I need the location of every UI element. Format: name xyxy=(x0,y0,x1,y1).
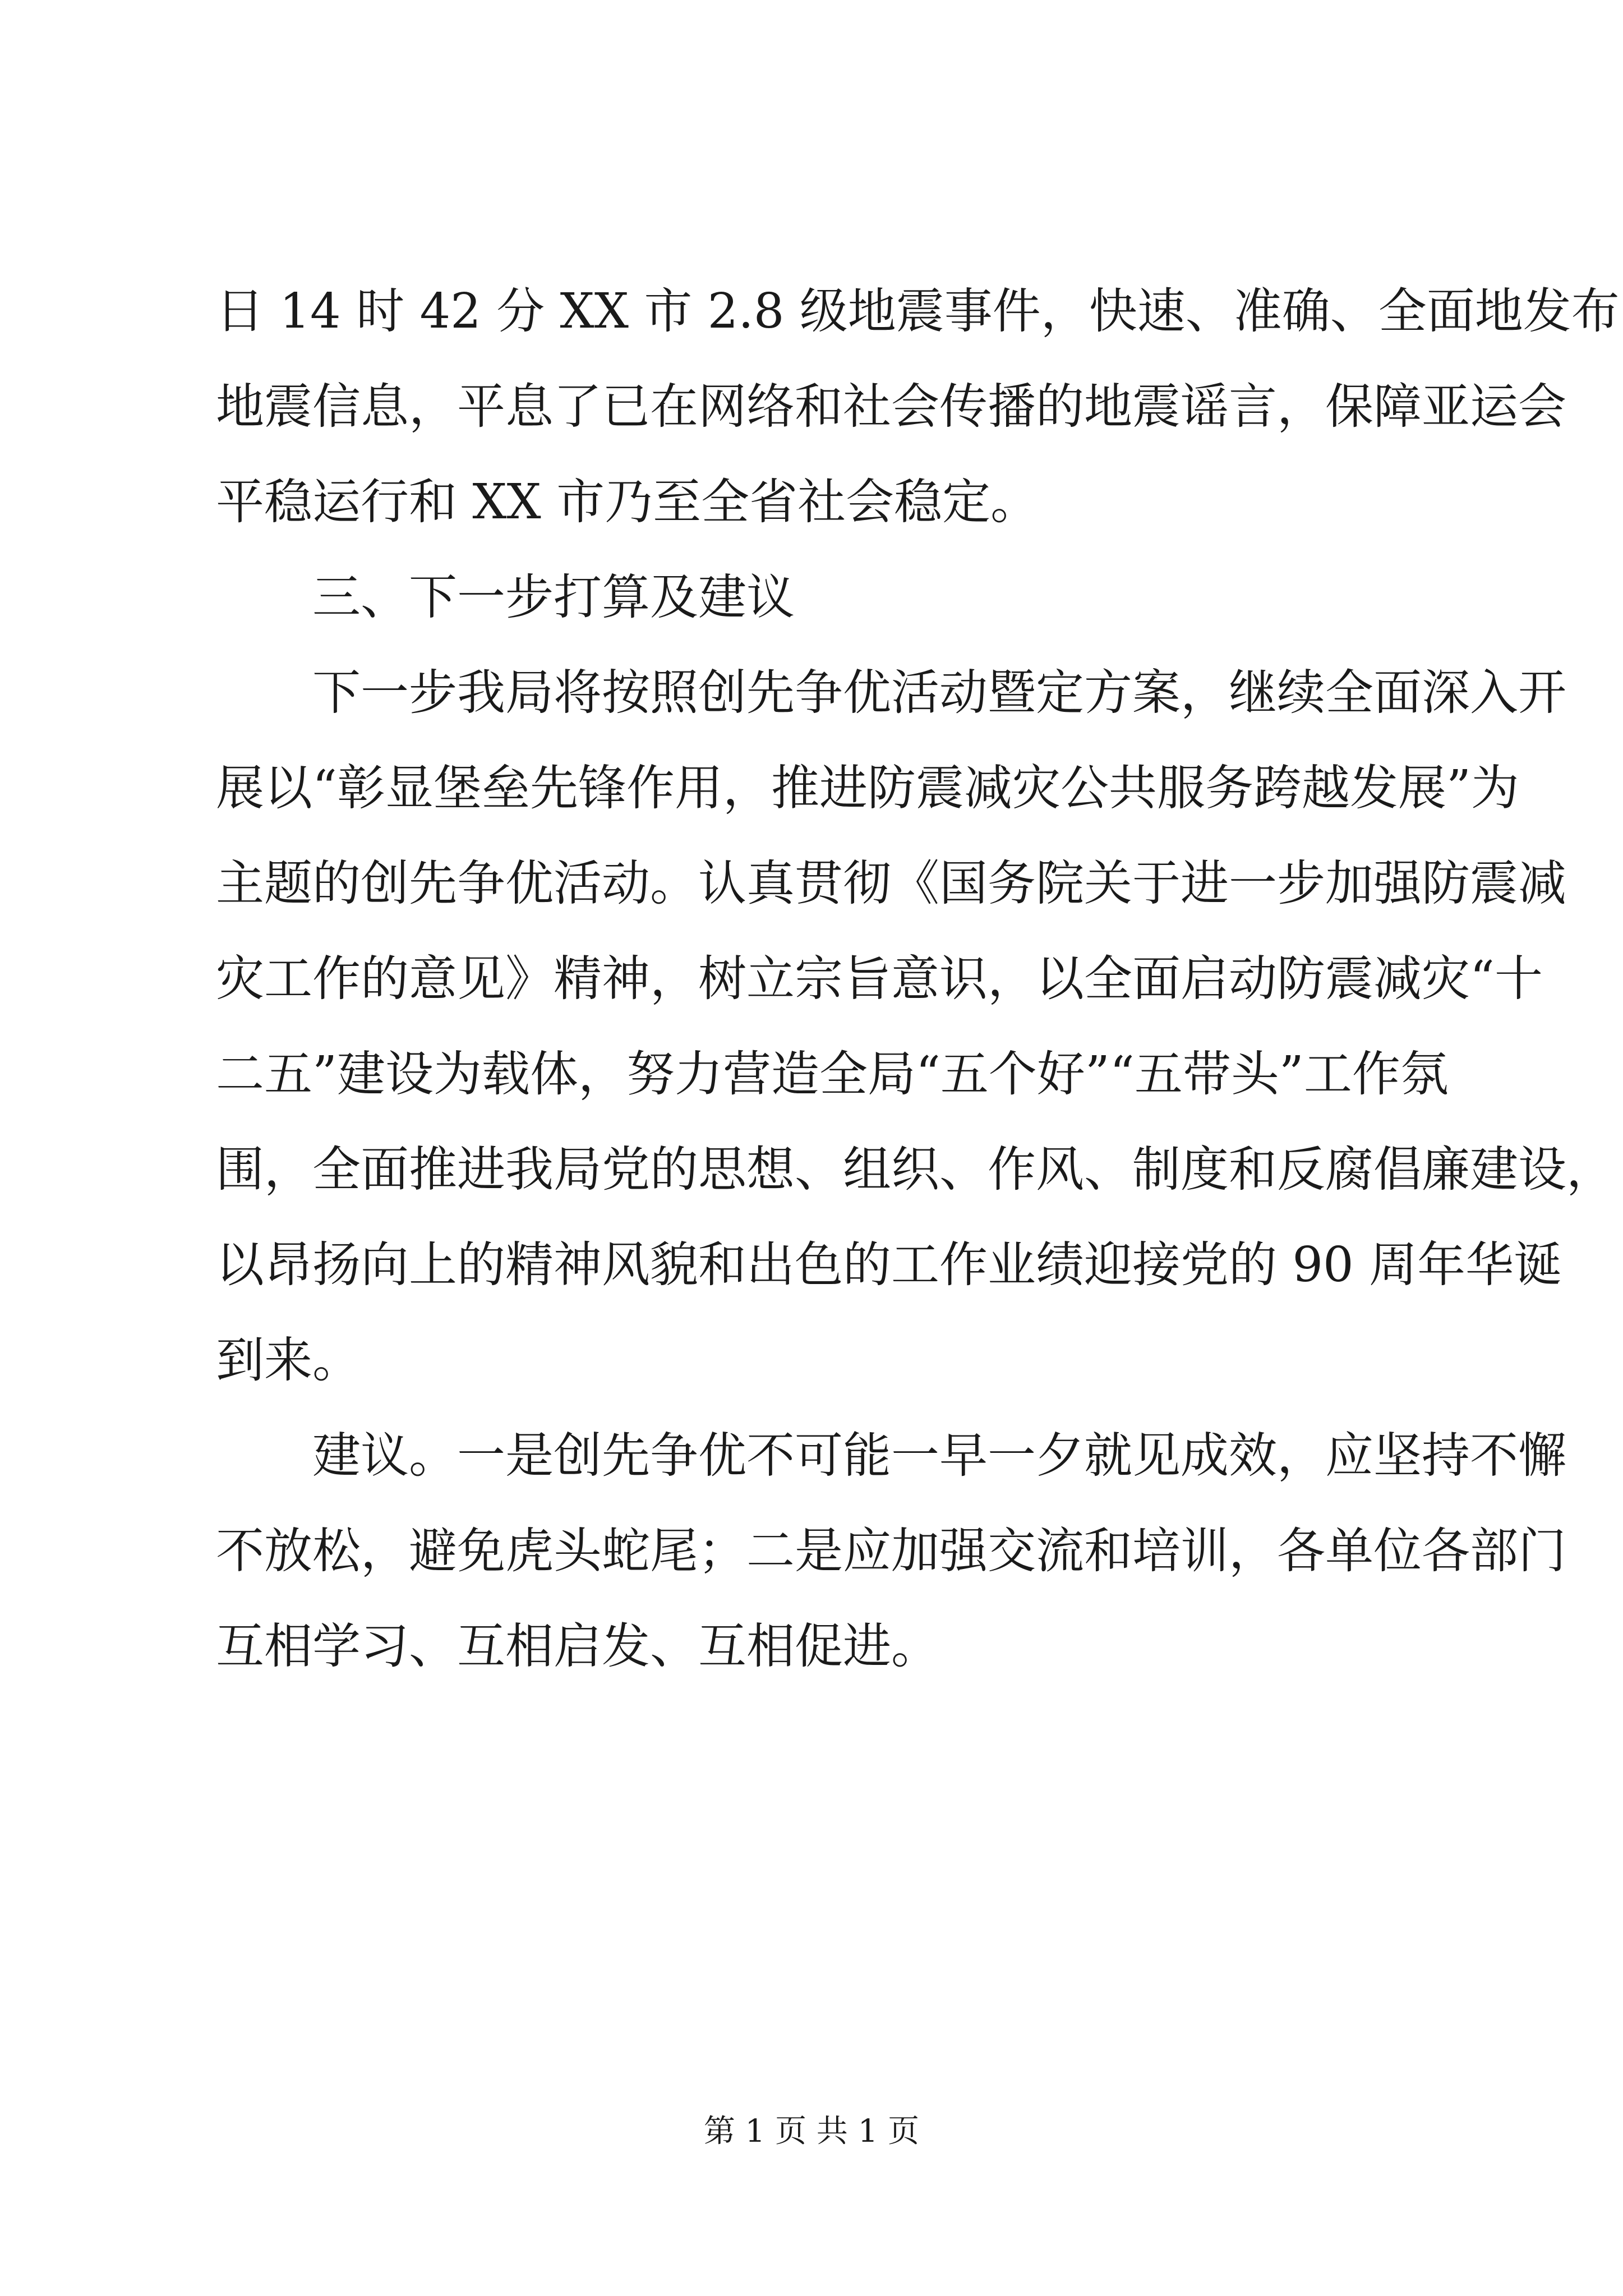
text-line: 三、下一步打算及建议 xyxy=(312,569,795,625)
text-line: 以昂扬向上的精神风貌和出色的工作业绩迎接党的 90 周年华诞 xyxy=(216,1237,1562,1293)
text-line: 下一步我局将按照创先争优活动暨定方案，继续全面深入开 xyxy=(312,665,1566,721)
text-line: 展以“彰显堡垒先锋作用，推进防震减灾公共服务跨越发展”为 xyxy=(216,760,1519,816)
text-line: 不放松，避免虎头蛇尾；二是应加强交流和培训，各单位各部门 xyxy=(216,1523,1566,1579)
text-line: 日 14 时 42 分 XX 市 2.8 级地震事件，快速、准确、全面地发布 xyxy=(216,283,1620,339)
text-line: 主题的创先争优活动。认真贯彻《国务院关于进一步加强防震减 xyxy=(216,855,1566,912)
text-line: 二五”建设为载体，努力营造全局“五个好”“五带头”工作氛 xyxy=(216,1046,1449,1102)
paragraph xyxy=(216,550,1422,645)
text-line: 灾工作的意见》精神，树立宗旨意识，以全面启动防震减灾“十 xyxy=(216,951,1543,1007)
text-line: 围，全面推进我局党的思想、组织、作风、制度和反腐倡廉建设， xyxy=(216,1142,1615,1198)
paragraph xyxy=(216,264,1620,550)
document-body xyxy=(216,264,1620,1694)
text-line: 建议。一是创先争优不可能一早一夕就见成效，应坚持不懈 xyxy=(312,1428,1566,1484)
paragraph xyxy=(216,1408,1566,1694)
paragraph xyxy=(216,645,1615,1408)
page-footer: 第 1 页 共 1 页 xyxy=(703,2113,920,2150)
text-line: 地震信息，平息了已在网络和社会传播的地震谣言，保障亚运会 xyxy=(216,379,1566,435)
text-line: 平稳运行和 XX 市乃至全省社会稳定。 xyxy=(216,474,1039,530)
text-line: 互相学习、互相启发、互相促进。 xyxy=(216,1618,939,1674)
text-line: 到来。 xyxy=(216,1332,361,1388)
